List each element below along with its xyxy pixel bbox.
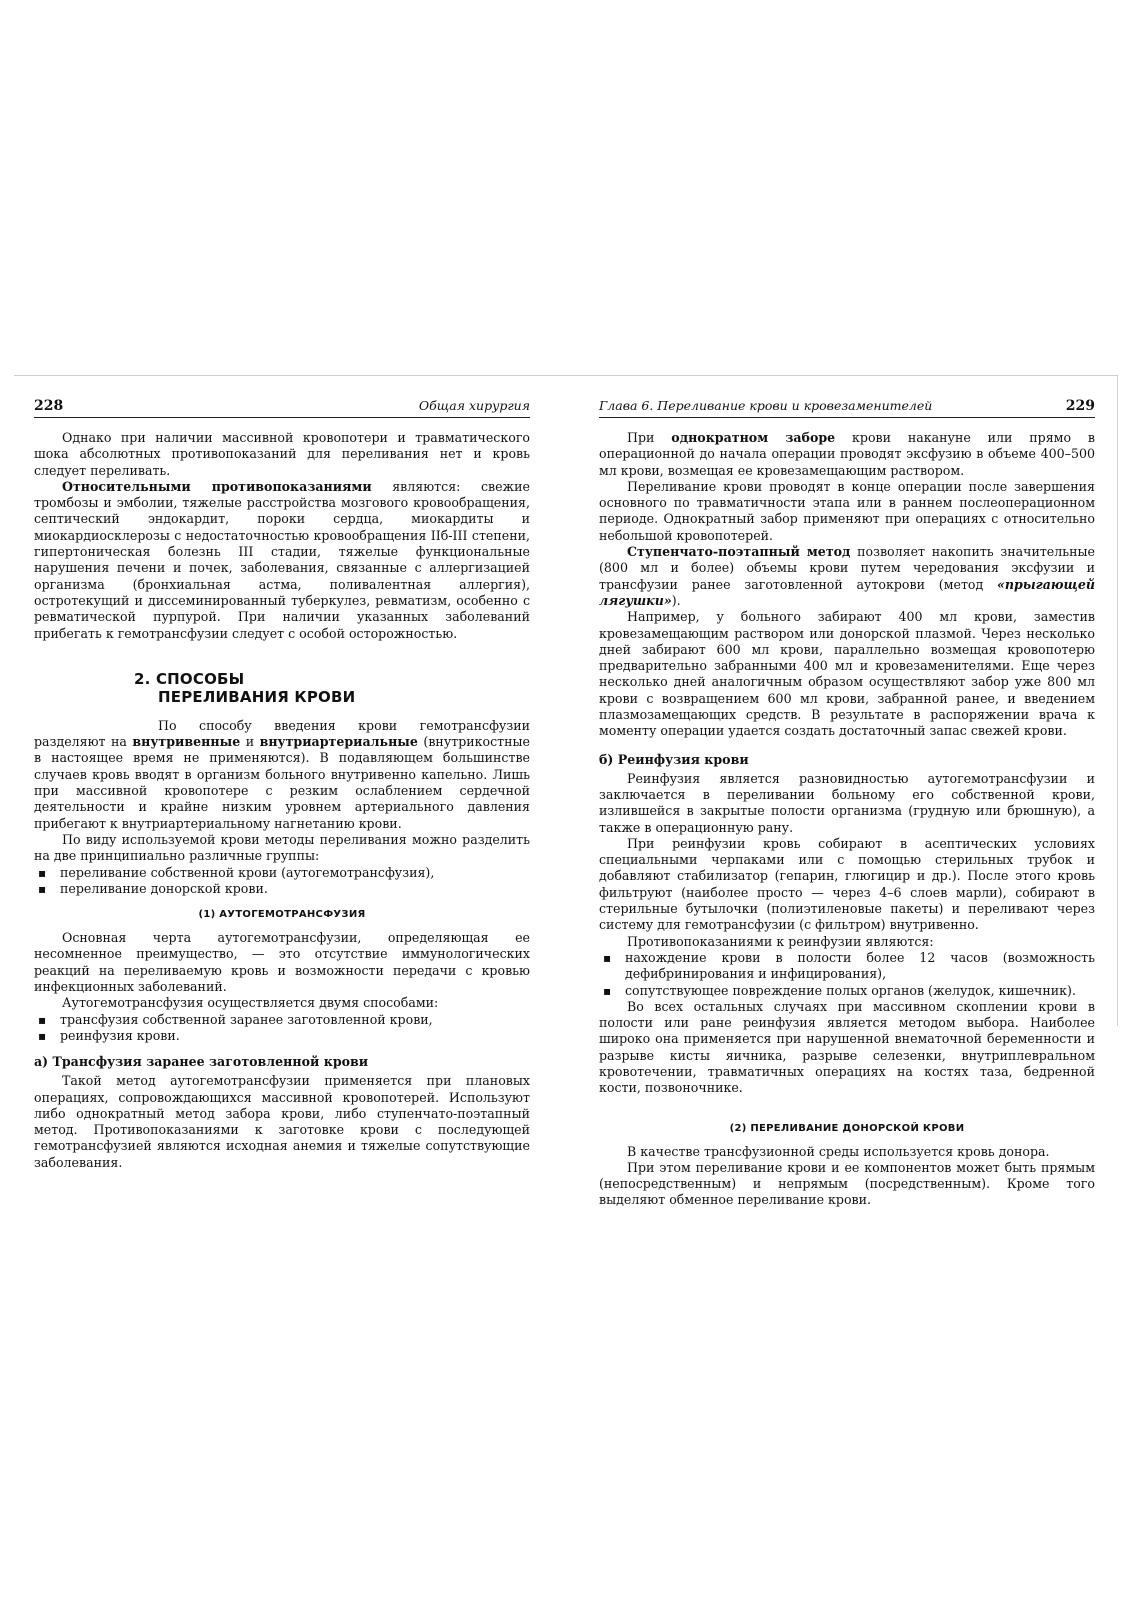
groups-list <box>34 865 530 898</box>
list-item: ▪ переливание донорской крови. <box>34 881 530 897</box>
paragraph-transfusion-prepared: Такой метод аутогемотрансфузии применяется при плановых операциях, сопровождающихся массивной кровопотерей. Используют либо однократный метод забора крови, либо ступенчато-поэтапный метод. Противопоказаниями к заготовке крови с последующей гемотрансфузией являются исходная анемия и тяжелые сопутствующие заболевания. <box>34 1073 530 1170</box>
section-heading-autohemotransfusion: (1) АУТОГЕМОТРАНСФУЗИЯ <box>198 909 366 921</box>
paragraph-single-collection <box>599 430 1095 479</box>
chapter-heading-line1: 2. СПОСОБЫ <box>134 669 245 688</box>
paragraph-autohemotransfusion: Основная черта аутогемотрансфузии, определяющая ее несомненное преимущество, — это отсутствие иммунологических реакций на переливаемую кровь и возможности передачи с кровью инфекционных заболеваний. <box>34 930 530 995</box>
paragraph-reinfusion-indications: Во всех остальных случаях при массивном скоплении крови в полости или ране реинфузия является методом выбора. Наиболее широко она применяется при нарушенной внематочной беременности и разрыве кисты яичника, разрыве селезенки, внутриплевральном кровотечении, травматичных операциях на костях таза, бедренной кости, позвоночнике. <box>599 998 1095 1096</box>
paragraph-reinfusion-definition: Реинфузия является разновидностью аутогемотрансфузии и заключается в переливании больному его собственной крови, излившейся в закрытые полости организма (грудную или брюшную), а также в операционную рану. <box>599 770 1095 835</box>
subsection-heading-a: а) Трансфузия заранее заготовленной крови <box>34 1054 369 1070</box>
term-intraarterial: внутриартериальные <box>259 734 418 750</box>
intro-text-c: (внутрикостные в настоящее время не применяются). В подавляющем большинстве случаев кровь вводят в организм больного внутривенно капельно. Лишь при массивной кровопотере с резким ослаблением сердечной деятельности и крайне низким уровнем артериального давления прибегают к внутриартериальному нагнетанию крови. <box>34 734 530 831</box>
paragraph-reinfusion-contra-intro: Противопоказаниями к реинфузии являются: <box>627 933 934 949</box>
relative-contraindications-text: являются: свежие тромбозы и эмболии, тяжелые расстройства мозгового кровообращения, септический эндокардит, пороки сердца, миокардиты и миокардиосклерозы с недостаточностью кровообращения IIб-III степени, гипертоническая болезнь III стадии, тяжелые функциональные нарушения печени и почек, заболевания, связанные с аллергизацией организма (бронхиальная астма, поливалентная аллергия), остротекущий и диссеминированный туберкулез, ревматизм, особенно с ревматической пурпурой. При наличии указанных заболеваний прибегать к гемотрансфузии следует с особой осторожностью. <box>34 478 530 641</box>
paragraph-stepwise-method <box>599 544 1095 609</box>
p3-text-a: позволяет накопить значительные (800 мл и более) объемы крови путем чередования эксфузии и трансфузии ранее заготовленной аутокрови (метод <box>599 544 1095 592</box>
paragraph-direct-indirect: При этом переливание крови и ее компонентов может быть прямым (непосредственным) и непрямым (посредственным). Кроме того выделяют обменное переливание крови. <box>599 1159 1095 1208</box>
running-title-left: Общая хирургия <box>418 398 530 413</box>
left-page <box>34 398 530 1171</box>
right-running-head <box>599 398 1095 418</box>
paragraph-ways: Аутогемотрансфузия осуществляется двумя способами: <box>62 995 439 1011</box>
p1-text-c: крови накануне или прямо в операционной до начала операции проводят эксфузию в объеме 400–500 мл крови, возмещая ее кровезамещающим раствором. <box>599 430 1095 478</box>
list-item: ▪ переливание собственной крови (аутогемотрансфузия), <box>34 865 530 881</box>
paragraph-donor-medium: В качестве трансфузионной среды используется кровь донора. <box>627 1143 1050 1159</box>
p1-text-a: При <box>627 430 672 445</box>
paragraph-relative-contraindications <box>34 479 530 642</box>
term-stepwise-method: Ступенчато-поэтапный метод <box>627 544 851 560</box>
ways-list <box>34 1012 530 1045</box>
section-heading-donor-blood: (2) ПЕРЕЛИВАНИЕ ДОНОРСКОЙ КРОВИ <box>729 1122 965 1134</box>
term-single-collection: однократном заборе <box>671 430 836 445</box>
paragraph-transfusion-timing: Переливание крови проводят в конце операции после завершения основного по травматичности этапа или в раннем послеоперационном периоде. Однократный забор применяют при операциях с относительно небольшой кровопотерей. <box>599 478 1095 543</box>
left-running-head <box>34 398 530 418</box>
intro-text-and: и <box>240 734 260 750</box>
term-leaping-frog: «прыгающей лягушки» <box>599 576 1095 608</box>
intro-text-a: По способу введения крови гемотрансфузии разделяют на <box>34 717 530 750</box>
list-item: ▪ трансфузия собственной заранее заготовленной крови, <box>34 1012 530 1028</box>
reinfusion-contra-list <box>599 950 1095 999</box>
page-number-left: 228 <box>34 398 64 414</box>
chapter-heading-line2: ПЕРЕЛИВАНИЯ КРОВИ <box>158 687 356 706</box>
right-page <box>599 398 1095 1209</box>
paragraph-example: Например, у больного забирают 400 мл крови, заместив кровезамещающим раствором или донорской плазмой. Через несколько дней забирают 600 мл крови, параллельно возмещая кровопотерю предварительно забранными 400 мл и кровезаменителями. Еще через несколько дней аналогичным образом осуществляют забор уже 800 мл крови с возвращением 600 мл крови, забранной ранее, и введением плазмозамещающих средств. В результате в распоряжении врача к моменту операции удается создать достаточный запас свежей крови. <box>599 609 1095 739</box>
subsection-heading-b: б) Реинфузия крови <box>599 751 749 767</box>
term-intravenous: внутривенные <box>132 734 241 750</box>
chapter-heading <box>134 670 530 706</box>
paragraph-reinfusion-procedure: При реинфузии кровь собирают в асептических условиях специальными черпаками или с помощью стерильных трубок и добавляют стабилизатор (гепарин, глюгицир и др.). После этого кровь фильтруют (наиболее просто — через 4–6 слоев марли), собирают в стерильные бутылочки (полиэтиленовые пакеты) и переливают через систему для гемотрансфузии (с фильтром) внутривенно. <box>599 835 1095 933</box>
page-number-right: 229 <box>1065 398 1095 414</box>
list-item: ▪ реинфузия крови. <box>34 1028 530 1044</box>
running-title-right: Глава 6. Переливание крови и кровезаменителей <box>599 398 933 413</box>
paragraph-groups: По виду используемой крови методы переливания можно разделить на две принципиально различные группы: <box>34 831 530 864</box>
paragraph-shock: Однако при наличии массивной кровопотери и травматического шока абсолютных противопоказаний для переливания нет и кровь следует переливать. <box>34 430 530 478</box>
term-relative-contraindications: Относительными противопоказаниями <box>62 478 372 494</box>
list-item: ▪ сопутствующее повреждение полых органов (желудок, кишечник). <box>599 983 1095 999</box>
paragraph-intro <box>34 718 530 832</box>
list-item: ▪ нахождение крови в полости более 12 часов (возможность дефибринирования и инфицирования), <box>599 950 1095 983</box>
p3-text-c: ). <box>671 592 681 608</box>
